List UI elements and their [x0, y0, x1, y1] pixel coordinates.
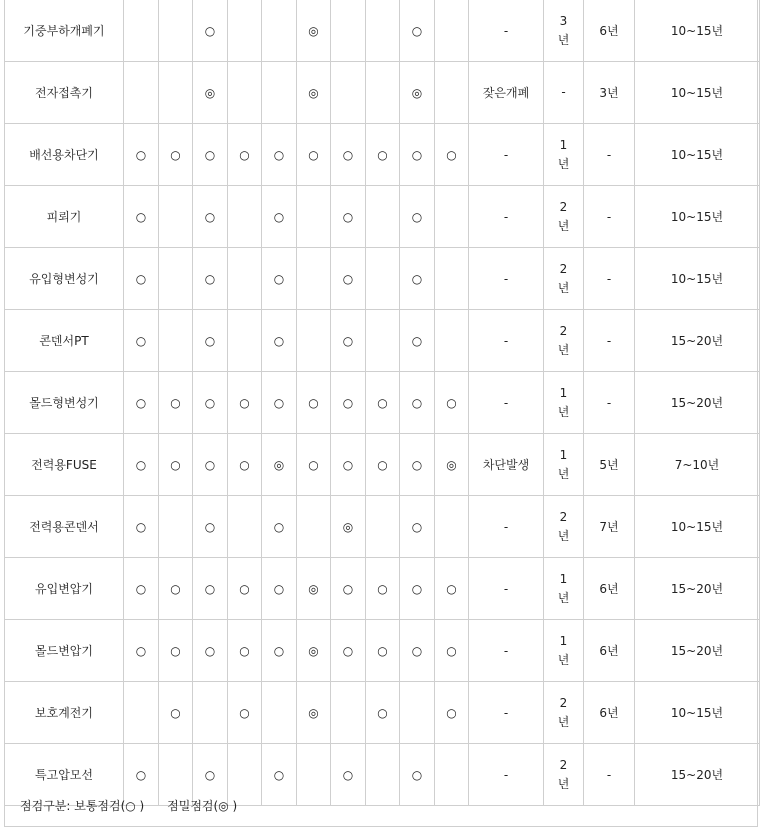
inspection-mark-cell: ○	[262, 186, 297, 248]
inspection-mark-cell: ○	[193, 496, 228, 558]
inspection-mark-cell: ○	[366, 558, 400, 620]
inspection-mark-cell: ○	[400, 558, 435, 620]
inspection-mark-cell: ○	[331, 248, 366, 310]
period-text: 1년	[557, 385, 570, 419]
inspection-mark-cell: ◎	[331, 496, 366, 558]
inspection-mark-cell	[124, 0, 159, 62]
legend-detailed-inspection: 점밀점검(◎ )	[167, 799, 238, 813]
period-cell	[544, 496, 584, 558]
inspection-mark-cell: ○	[193, 620, 228, 682]
inspection-mark-cell: ○	[331, 434, 366, 496]
inspection-mark-cell: ○	[400, 620, 435, 682]
period-cell	[544, 372, 584, 434]
inspection-mark-cell: ○	[124, 558, 159, 620]
inspection-mark-cell: ○	[228, 434, 262, 496]
lifespan-cell: 7~10년	[635, 434, 760, 496]
note-cell: 차단발생	[469, 434, 544, 496]
lifespan-cell: 10~15년	[635, 496, 760, 558]
table-row	[5, 310, 760, 372]
period-cell	[544, 620, 584, 682]
inspection-mark-cell	[366, 62, 400, 124]
note-cell: -	[469, 124, 544, 186]
inspection-mark-cell	[159, 0, 193, 62]
inspection-mark-cell: ○	[400, 0, 435, 62]
inspection-mark-cell: ○	[262, 124, 297, 186]
cycle-cell: 6년	[584, 0, 635, 62]
table-row	[5, 248, 760, 310]
equipment-name-cell: 몰드형변성기	[5, 372, 124, 434]
inspection-mark-cell: ○	[331, 372, 366, 434]
inspection-mark-cell: ◎	[400, 62, 435, 124]
inspection-mark-cell: ○	[366, 434, 400, 496]
period-cell	[544, 310, 584, 372]
inspection-mark-cell	[331, 62, 366, 124]
inspection-mark-cell: ◎	[297, 558, 331, 620]
inspection-mark-cell: ○	[124, 496, 159, 558]
inspection-mark-cell: ○	[228, 558, 262, 620]
inspection-mark-cell	[228, 0, 262, 62]
period-text: 2년	[557, 261, 570, 295]
inspection-mark-cell	[228, 310, 262, 372]
inspection-mark-cell: ○	[331, 186, 366, 248]
inspection-mark-cell	[228, 248, 262, 310]
inspection-mark-cell: ○	[124, 744, 159, 806]
note-cell: -	[469, 248, 544, 310]
equipment-name-cell: 유입변압기	[5, 558, 124, 620]
inspection-mark-cell: ○	[193, 372, 228, 434]
period-cell	[544, 0, 584, 62]
table-row	[5, 186, 760, 248]
inspection-mark-cell: ○	[193, 558, 228, 620]
inspection-mark-cell: ○	[435, 124, 469, 186]
inspection-mark-cell: ○	[366, 620, 400, 682]
inspection-mark-cell	[435, 310, 469, 372]
lifespan-cell: 10~15년	[635, 0, 760, 62]
inspection-mark-cell	[124, 682, 159, 744]
inspection-mark-cell: ○	[400, 248, 435, 310]
inspection-mark-cell: ○	[366, 372, 400, 434]
inspection-mark-cell: ○	[193, 310, 228, 372]
inspection-mark-cell: ○	[435, 558, 469, 620]
inspection-mark-cell	[435, 186, 469, 248]
inspection-mark-cell: ○	[124, 248, 159, 310]
inspection-mark-cell: ○	[262, 310, 297, 372]
inspection-mark-cell: ○	[228, 124, 262, 186]
period-text: 1년	[557, 571, 570, 605]
note-cell: -	[469, 682, 544, 744]
legend-normal-inspection: 점검구분: 보통점검(○ )	[20, 799, 145, 813]
equipment-name-cell: 몰드변압기	[5, 620, 124, 682]
inspection-mark-cell: ◎	[193, 62, 228, 124]
period-text: 2년	[557, 509, 570, 543]
inspection-mark-cell	[400, 682, 435, 744]
inspection-mark-cell: ○	[193, 744, 228, 806]
period-cell	[544, 434, 584, 496]
lifespan-cell: 10~15년	[635, 248, 760, 310]
inspection-mark-cell	[297, 186, 331, 248]
cycle-cell: -	[584, 744, 635, 806]
inspection-mark-cell	[159, 186, 193, 248]
cycle-cell: -	[584, 248, 635, 310]
lifespan-cell: 15~20년	[635, 310, 760, 372]
inspection-mark-cell	[297, 248, 331, 310]
note-cell: -	[469, 558, 544, 620]
period-text: 2년	[557, 695, 570, 729]
inspection-mark-cell	[435, 248, 469, 310]
inspection-mark-cell	[124, 62, 159, 124]
inspection-mark-cell	[262, 62, 297, 124]
inspection-mark-cell	[366, 496, 400, 558]
inspection-mark-cell: ○	[435, 372, 469, 434]
period-text: 3년	[557, 13, 570, 47]
equipment-name-cell: 보호계전기	[5, 682, 124, 744]
inspection-mark-cell: ○	[400, 124, 435, 186]
lifespan-cell: 10~15년	[635, 62, 760, 124]
inspection-mark-cell: ◎	[297, 620, 331, 682]
cycle-cell: -	[584, 372, 635, 434]
equipment-name-cell: 기중부하개폐기	[5, 0, 124, 62]
inspection-mark-cell: ○	[435, 620, 469, 682]
inspection-mark-cell: ○	[159, 620, 193, 682]
inspection-mark-cell	[159, 496, 193, 558]
note-cell: -	[469, 744, 544, 806]
inspection-mark-cell: ○	[331, 124, 366, 186]
inspection-mark-cell	[228, 186, 262, 248]
lifespan-cell: 15~20년	[635, 744, 760, 806]
inspection-mark-cell: ○	[159, 558, 193, 620]
inspection-mark-cell	[366, 0, 400, 62]
note-cell: -	[469, 310, 544, 372]
inspection-mark-cell	[159, 62, 193, 124]
table-row	[5, 62, 760, 124]
inspection-mark-cell: ○	[366, 682, 400, 744]
cycle-cell: 6년	[584, 682, 635, 744]
inspection-mark-cell: ○	[228, 620, 262, 682]
inspection-mark-cell: ◎	[297, 62, 331, 124]
equipment-name-cell: 전력용FUSE	[5, 434, 124, 496]
inspection-mark-cell: ○	[193, 248, 228, 310]
inspection-mark-cell: ○	[124, 372, 159, 434]
period-text: 2년	[557, 323, 570, 357]
lifespan-cell: 15~20년	[635, 372, 760, 434]
table-row	[5, 682, 760, 744]
lifespan-cell: 15~20년	[635, 620, 760, 682]
inspection-mark-cell: ○	[435, 682, 469, 744]
inspection-mark-cell	[159, 310, 193, 372]
inspection-mark-cell	[297, 310, 331, 372]
equipment-name-cell: 피뢰기	[5, 186, 124, 248]
table-row	[5, 372, 760, 434]
inspection-table	[4, 0, 760, 806]
cycle-cell: -	[584, 124, 635, 186]
period-cell	[544, 124, 584, 186]
inspection-mark-cell: ○	[297, 372, 331, 434]
table-row	[5, 558, 760, 620]
inspection-mark-cell: ○	[297, 124, 331, 186]
inspection-mark-cell: ○	[193, 186, 228, 248]
inspection-mark-cell: ○	[331, 558, 366, 620]
inspection-mark-cell	[366, 186, 400, 248]
inspection-mark-cell: ◎	[262, 434, 297, 496]
inspection-mark-cell: ○	[262, 744, 297, 806]
lifespan-cell: 10~15년	[635, 124, 760, 186]
inspection-mark-cell: ○	[262, 620, 297, 682]
inspection-mark-cell: ○	[331, 310, 366, 372]
inspection-mark-cell	[366, 310, 400, 372]
period-cell	[544, 682, 584, 744]
inspection-mark-cell: ○	[262, 496, 297, 558]
inspection-mark-cell: ○	[366, 124, 400, 186]
inspection-mark-cell	[435, 496, 469, 558]
period-cell	[544, 186, 584, 248]
inspection-mark-cell	[435, 62, 469, 124]
inspection-mark-cell: ○	[124, 310, 159, 372]
note-cell: -	[469, 186, 544, 248]
inspection-mark-cell	[262, 0, 297, 62]
inspection-mark-cell: ◎	[297, 682, 331, 744]
equipment-name-cell: 배선용차단기	[5, 124, 124, 186]
inspection-mark-cell: ○	[331, 744, 366, 806]
note-cell: -	[469, 620, 544, 682]
lifespan-cell: 10~15년	[635, 682, 760, 744]
inspection-mark-cell	[297, 496, 331, 558]
cycle-cell: 5년	[584, 434, 635, 496]
inspection-mark-cell: ○	[262, 372, 297, 434]
inspection-mark-cell	[228, 496, 262, 558]
lifespan-cell: 10~15년	[635, 186, 760, 248]
inspection-mark-cell	[366, 248, 400, 310]
table-row	[5, 434, 760, 496]
table-body	[5, 0, 760, 806]
equipment-name-cell: 전력용콘덴서	[5, 496, 124, 558]
period-text: 1년	[557, 633, 570, 667]
period-cell	[544, 62, 584, 124]
note-cell: 잦은개폐	[469, 62, 544, 124]
cycle-cell: 6년	[584, 558, 635, 620]
note-cell: -	[469, 0, 544, 62]
table-row	[5, 496, 760, 558]
inspection-mark-cell: ○	[159, 682, 193, 744]
period-text: 2년	[557, 757, 570, 791]
inspection-mark-cell: ○	[400, 496, 435, 558]
inspection-mark-cell: ○	[400, 372, 435, 434]
equipment-name-cell: 전자접촉기	[5, 62, 124, 124]
inspection-mark-cell: ○	[400, 186, 435, 248]
inspection-mark-cell: ○	[400, 434, 435, 496]
period-cell	[544, 558, 584, 620]
inspection-mark-cell: ○	[159, 372, 193, 434]
inspection-mark-cell: ○	[400, 744, 435, 806]
cycle-cell: 6년	[584, 620, 635, 682]
equipment-name-cell: 콘덴서PT	[5, 310, 124, 372]
cycle-cell: 7년	[584, 496, 635, 558]
inspection-mark-cell: ○	[193, 434, 228, 496]
inspection-mark-cell: ○	[159, 434, 193, 496]
period-text: -	[561, 85, 566, 99]
period-text: 1년	[557, 447, 570, 481]
cycle-cell: 3년	[584, 62, 635, 124]
inspection-mark-cell	[435, 0, 469, 62]
inspection-mark-cell	[228, 62, 262, 124]
inspection-mark-cell: ○	[124, 434, 159, 496]
inspection-mark-cell	[193, 682, 228, 744]
period-cell	[544, 248, 584, 310]
inspection-mark-cell: ○	[159, 124, 193, 186]
inspection-mark-cell: ○	[228, 682, 262, 744]
inspection-mark-cell: ○	[193, 0, 228, 62]
table-row	[5, 124, 760, 186]
inspection-mark-cell	[159, 248, 193, 310]
inspection-mark-cell: ○	[124, 620, 159, 682]
cycle-cell: -	[584, 186, 635, 248]
period-text: 2년	[557, 199, 570, 233]
inspection-mark-cell: ○	[262, 248, 297, 310]
inspection-mark-cell: ◎	[435, 434, 469, 496]
inspection-mark-cell: ◎	[297, 0, 331, 62]
inspection-mark-cell: ○	[262, 558, 297, 620]
inspection-mark-cell	[331, 682, 366, 744]
inspection-mark-cell: ○	[228, 372, 262, 434]
inspection-mark-cell: ○	[400, 310, 435, 372]
table-row	[5, 0, 760, 62]
lifespan-cell: 15~20년	[635, 558, 760, 620]
period-text: 1년	[557, 137, 570, 171]
equipment-name-cell: 특고압모선	[5, 744, 124, 806]
inspection-mark-cell: ○	[193, 124, 228, 186]
inspection-mark-cell: ○	[124, 186, 159, 248]
inspection-mark-cell: ○	[124, 124, 159, 186]
note-cell: -	[469, 496, 544, 558]
table-row	[5, 620, 760, 682]
inspection-mark-cell	[331, 0, 366, 62]
legend	[5, 785, 758, 827]
note-cell: -	[469, 372, 544, 434]
equipment-name-cell: 유입형변성기	[5, 248, 124, 310]
inspection-mark-cell: ○	[331, 620, 366, 682]
inspection-mark-cell	[262, 682, 297, 744]
inspection-mark-cell: ○	[297, 434, 331, 496]
cycle-cell: -	[584, 310, 635, 372]
